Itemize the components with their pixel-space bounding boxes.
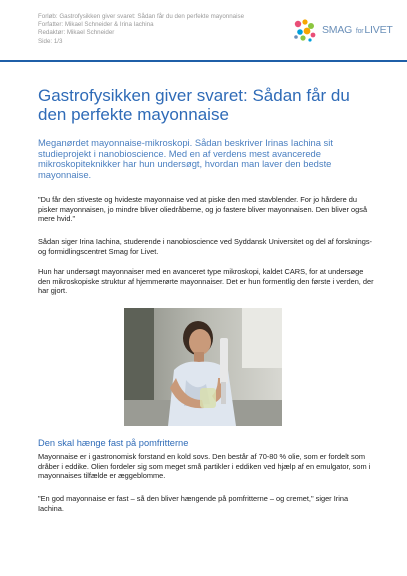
paragraph-attribution: Sådan siger Irina Iachina, studerende i nanobioscience ved Syddansk Universitet og del af forsknings- og formidlingscentret Smag for Livet.	[38, 237, 373, 256]
logo-word-livet: LIVET	[364, 24, 393, 36]
logo-wordmark	[322, 24, 393, 36]
photo-researcher-image	[124, 308, 282, 426]
header-divider	[0, 60, 407, 62]
section-heading: Den skal hænge fast på pomfritterne	[38, 438, 189, 448]
logo-word-smag: SMAG	[322, 24, 353, 36]
article-photo	[124, 308, 282, 426]
document-meta	[38, 13, 244, 46]
meta-page: Side: 1/3	[38, 37, 63, 45]
article-title: Gastrofysikken giver svaret: Sådan får du den perfekte mayonnaise	[38, 86, 350, 124]
meta-author: Forfatter: Mikael Schneider & Irina Iachina	[38, 21, 154, 29]
smag-for-livet-logo	[292, 17, 393, 43]
meta-course: Forløb: Gastrofysikken giver svaret: Sådan får du den perfekte mayonnaise	[38, 13, 245, 20]
article-lead: Meganørdet mayonnaise-mikroskopi. Sådan beskriver Irinas Iachina sit studieprojekt i nanobioscience. Med en af verdens mest avancerede mikroskopiteknikker har hun undersøgt, hvordan man laver den bedste mayonnaise.	[38, 137, 333, 180]
meta-editor: Redaktør: Mikael Schneider	[38, 29, 115, 37]
logo-word-for: for	[355, 28, 364, 35]
paragraph-research: Hun har undersøgt mayonnaiser med en avanceret type mikroskopi, kaldet CARS, for at undersøge den mikroskopiske struktur af hjemmerørte mayonnaiser. Det er hun formentlig den første i verden, der har gjort.	[38, 267, 374, 296]
paragraph-quote-2: "En god mayonnaise er fast – så den bliver hængende på pomfritterne – og cremet," siger Irina Iachina.	[38, 494, 349, 513]
paragraph-definition: Mayonnaise er i gastronomisk forstand en kold sovs. Den består af 70-80 % olie, som er fordelt som dråber i eddike. Olien fordeler sig som meget små partikler i eddiken ved hjælp af en emulgator, som i mayonnaises tilfælde er æggeblomme.	[38, 452, 371, 481]
logo-mark-icon	[292, 17, 318, 43]
paragraph-quote-1: "Du får den stiveste og hvideste mayonnaise ved at piske den med stavblender. For jo hårdere du pisker mayonnaisen, jo mindre bliver oliedråberne, og jo fastere bliver mayonnaisen. Den bliver også mere hvid."	[38, 195, 368, 224]
